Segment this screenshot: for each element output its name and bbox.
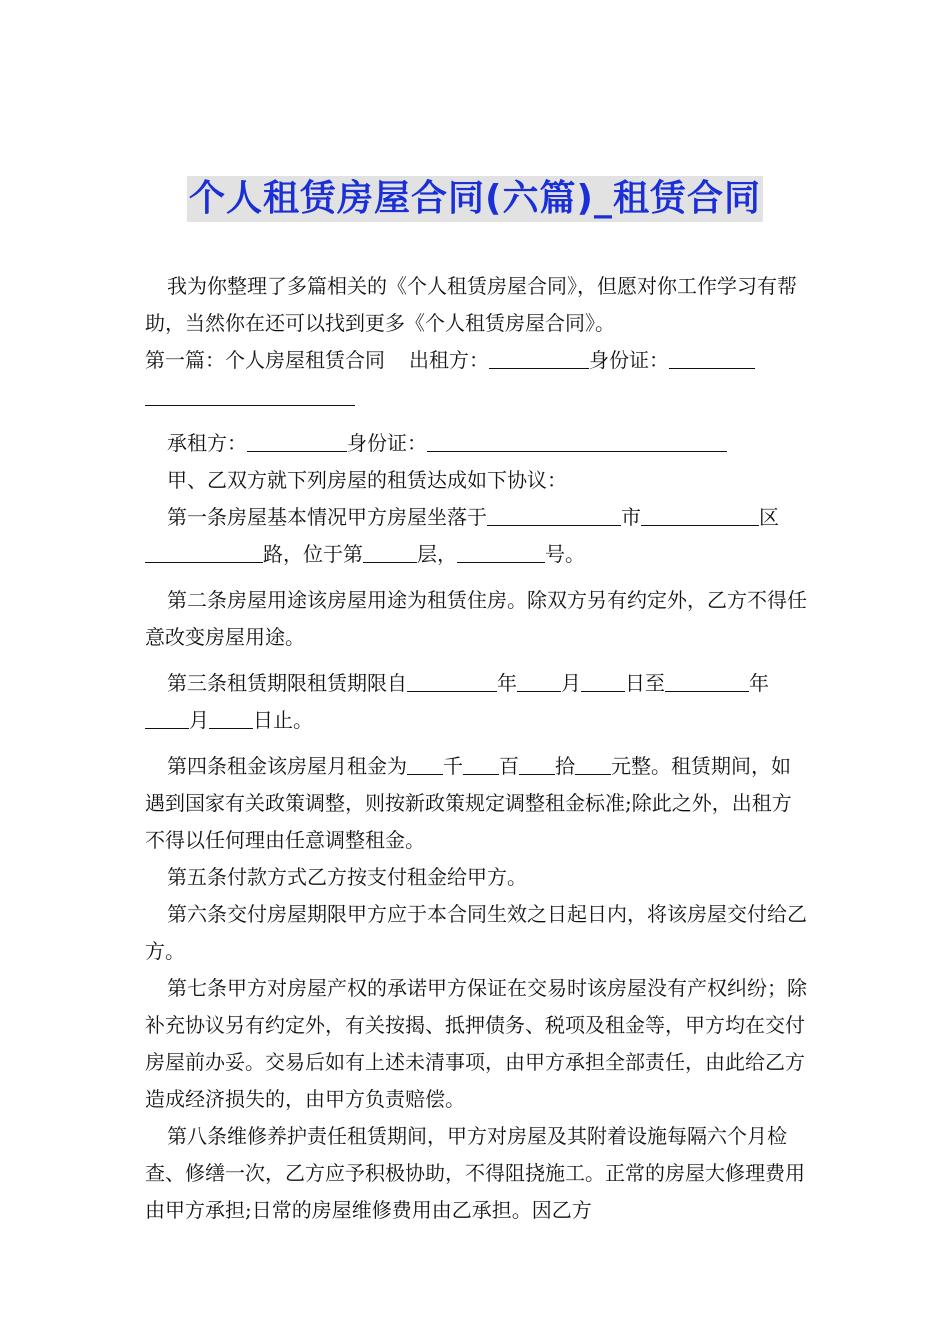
rent-bai-label: 百 <box>499 754 519 778</box>
article-4-rest: 租赁期间，如遇到国家有关政策调整，则按新政策规定调整租金标准;除此之外，出租方不得以任何理由任意调整租金。 <box>145 754 792 852</box>
document-title: 个人租赁房屋合同(六篇)_租赁合同 <box>187 176 763 222</box>
article-6: 第六条交付房屋期限甲方应于本合同生效之日起日内，将该房屋交付给乙方。 <box>145 902 807 963</box>
rent-bai-blank <box>463 752 499 775</box>
lessor-blank <box>489 346 589 369</box>
article-1 <box>145 499 807 573</box>
number-label: 号。 <box>545 542 585 566</box>
road-blank <box>145 540 263 563</box>
title-container <box>0 176 950 222</box>
rent-shi-blank <box>519 752 555 775</box>
intro-paragraph: 我为你整理了多篇相关的《个人租赁房屋合同》，但愿对你工作学习有帮助，当然你在还可以找到更多《个人租赁房屋合同》。 <box>145 274 797 335</box>
rent-shi-label: 拾 <box>555 754 575 778</box>
start-month-blank <box>517 669 561 692</box>
article-3 <box>145 665 807 739</box>
number-blank <box>457 540 545 563</box>
end-day-blank <box>209 706 253 729</box>
lessee-blank <box>247 429 347 452</box>
start-day-label: 日至 <box>625 671 665 695</box>
lessor-id-label: 身份证： <box>589 348 669 372</box>
floor-blank <box>363 540 417 563</box>
rent-qian-blank <box>407 752 443 775</box>
end-day-label: 日止。 <box>253 708 313 732</box>
rent-yuan-label: 元整。 <box>611 754 671 778</box>
article-2: 第二条房屋用途该房屋用途为租赁住房。除双方另有约定外，乙方不得任意改变房屋用途。 <box>145 588 807 649</box>
end-year-label: 年 <box>749 671 769 695</box>
part1-heading: 第一篇：个人房屋租赁合同 <box>145 348 385 372</box>
lessor-id-blank <box>669 346 755 369</box>
article-4 <box>145 748 807 859</box>
start-month-label: 月 <box>561 671 581 695</box>
part1-line <box>145 342 807 416</box>
document-body <box>145 268 807 1229</box>
article-3-text: 第三条租赁期限租赁期限自 <box>167 671 407 695</box>
start-day-blank <box>581 669 625 692</box>
district-label: 区 <box>759 505 779 529</box>
start-year-blank <box>407 669 497 692</box>
lessor-label: 出租方： <box>409 348 489 372</box>
lessee-id-label: 身份证： <box>347 431 427 455</box>
district-blank <box>641 503 759 526</box>
end-month-label: 月 <box>189 708 209 732</box>
end-month-blank <box>145 706 189 729</box>
article-7: 第七条甲方对房屋产权的承诺甲方保证在交易时该房屋没有产权纠纷；除补充协议另有约定外，有关按揭、抵押债务、税项及租金等，甲方均在交付房屋前办妥。交易后如有上述未清事项，由甲方承担全部责任，由此给乙方造成经济损失的，由甲方负责赔偿。 <box>145 976 807 1111</box>
road-label: 路，位于第 <box>263 542 363 566</box>
agreement-intro: 甲、乙双方就下列房屋的租赁达成如下协议： <box>167 468 567 492</box>
city-label: 市 <box>621 505 641 529</box>
end-year-blank <box>665 669 749 692</box>
lessee-label: 承租方： <box>167 431 247 455</box>
rent-qian-label: 千 <box>443 754 463 778</box>
rent-yuan-blank <box>575 752 611 775</box>
city-blank <box>487 503 621 526</box>
start-year-label: 年 <box>497 671 517 695</box>
article-5: 第五条付款方式乙方按支付租金给甲方。 <box>167 865 527 889</box>
floor-label: 层， <box>417 542 457 566</box>
article-4-text: 第四条租金该房屋月租金为 <box>167 754 407 778</box>
article-8: 第八条维修养护责任租赁期间，甲方对房屋及其附着设施每隔六个月检查、修缮一次，乙方应予积极协助，不得阻挠施工。正常的房屋大修理费用由甲方承担;日常的房屋维修费用由乙承担。因乙方 <box>145 1124 805 1222</box>
lessor-id-blank-continued <box>145 379 807 416</box>
lessee-line <box>145 425 807 462</box>
lessee-id-blank <box>427 429 727 452</box>
article-1-text: 第一条房屋基本情况甲方房屋坐落于 <box>167 505 487 529</box>
